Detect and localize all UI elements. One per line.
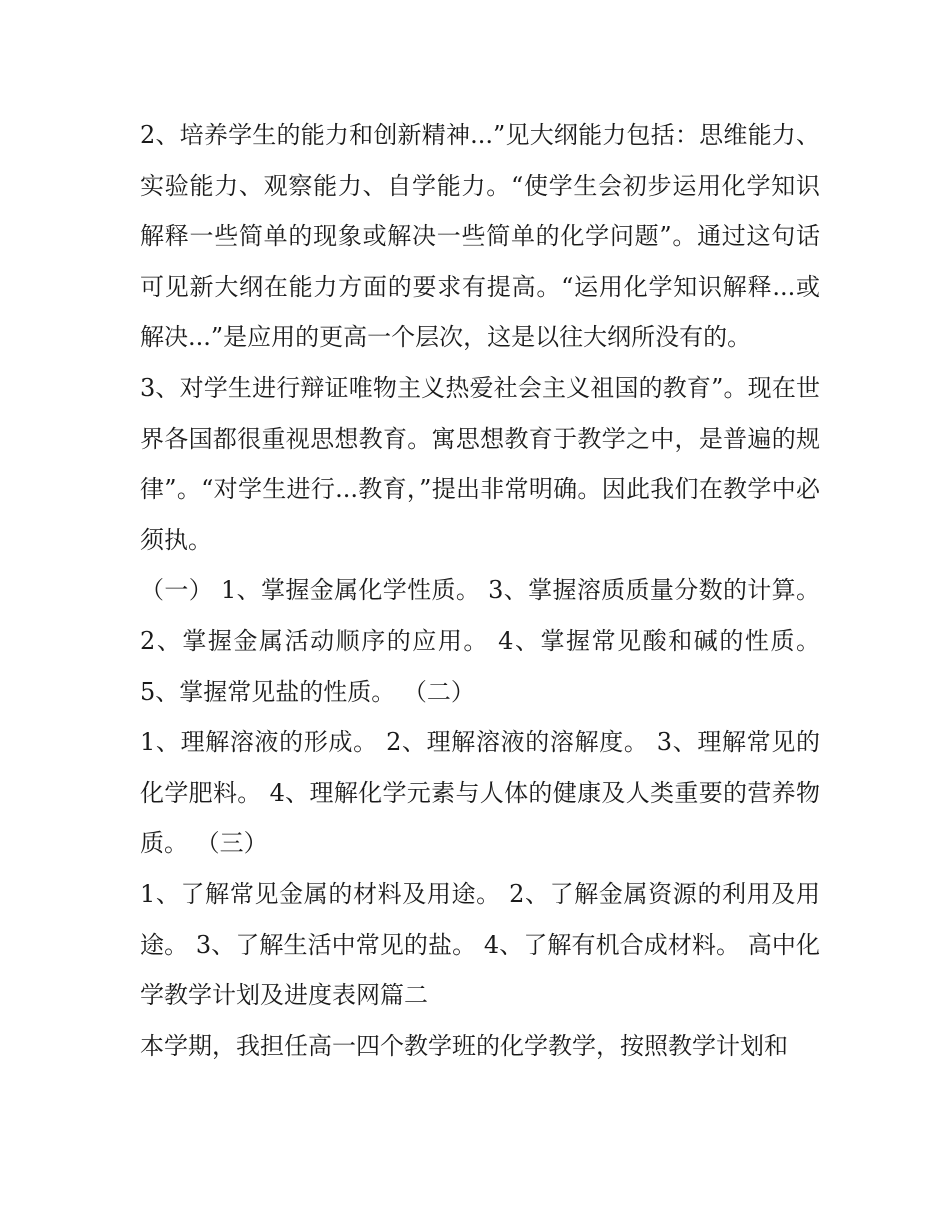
paragraph-understand-goals: 1、理解溶液的形成。 2、理解溶液的溶解度。 3、理解常见的化学肥料。 4、理解化学元素与人体的健康及人类重要的营养物质。 （三） <box>140 728 820 858</box>
paragraph-semester-intro: 本学期，我担任高一四个教学班的化学教学，按照教学计划和 <box>140 1031 788 1060</box>
paragraph-ability: 2、培养学生的能力和创新精神...”见大纲能力包括：思维能力、实验能力、观察能力、自学能力。“使学生会初步运用化学知识解释一些简单的现象或解决一些简单的化学问题”。通过这句话可见新大纲在能力方面的要求有提高。“运用化学知识解释...或解决...”是应用的更高一个层次，这是以往大纲所没有的。 <box>140 121 820 352</box>
document-body <box>140 110 820 1071</box>
paragraph-know-goals: 1、了解常见金属的材料及用途。 2、了解金属资源的利用及用途。 3、了解生活中常见的盐。 4、了解有机合成材料。 高中化学教学计划及进度表网篇二 <box>140 879 820 1010</box>
paragraph-ideology: 3、对学生进行辩证唯物主义热爱社会主义祖国的教育”。现在世界各国都很重视思想教育。寓思想教育于教学之中，是普遍的规律”。“对学生进行...教育，”提出非常明确。因此我们在教学中必须执。 <box>140 373 820 554</box>
paragraph-master-goals: （一） 1、掌握金属化学性质。 3、掌握溶质质量分数的计算。 2、掌握金属活动顺序的应用。 4、掌握常见酸和碱的性质。 5、掌握常见盐的性质。 （二） <box>140 576 820 706</box>
